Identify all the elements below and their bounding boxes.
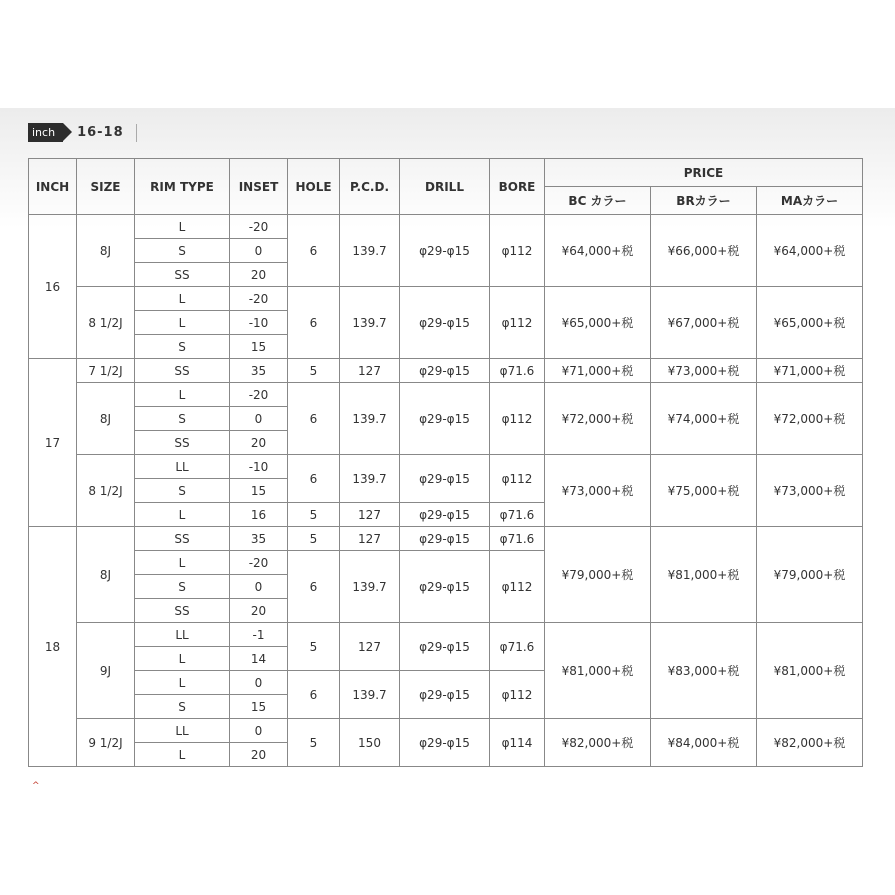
hole-cell: 6 bbox=[288, 215, 340, 287]
price-bc-cell: ¥81,000+税 bbox=[545, 623, 651, 719]
col-price: PRICE bbox=[545, 159, 863, 187]
rim-type-cell: L bbox=[135, 503, 230, 527]
price-br-cell: ¥81,000+税 bbox=[651, 527, 757, 623]
inch-tag: inch bbox=[28, 123, 63, 142]
col-price-bc: BC カラー bbox=[545, 187, 651, 215]
col-size: SIZE bbox=[77, 159, 135, 215]
header-row bbox=[29, 159, 863, 187]
rim-type-cell: L bbox=[135, 311, 230, 335]
table-row bbox=[29, 719, 863, 743]
pcd-cell: 139.7 bbox=[340, 455, 400, 503]
drill-cell: φ29-φ15 bbox=[400, 215, 490, 287]
pcd-cell: 139.7 bbox=[340, 383, 400, 455]
inset-cell: 15 bbox=[230, 335, 288, 359]
drill-cell: φ29-φ15 bbox=[400, 527, 490, 551]
price-ma-cell: ¥79,000+税 bbox=[757, 527, 863, 623]
hole-cell: 5 bbox=[288, 527, 340, 551]
wheel-spec-table bbox=[28, 158, 863, 767]
drill-cell: φ29-φ15 bbox=[400, 455, 490, 503]
inset-cell: 35 bbox=[230, 527, 288, 551]
rim-type-cell: SS bbox=[135, 359, 230, 383]
size-cell: 8 1/2J bbox=[77, 455, 135, 527]
price-ma-cell: ¥81,000+税 bbox=[757, 623, 863, 719]
rim-type-cell: L bbox=[135, 647, 230, 671]
table-row bbox=[29, 527, 863, 551]
rim-type-cell: SS bbox=[135, 527, 230, 551]
inset-cell: 15 bbox=[230, 695, 288, 719]
drill-cell: φ29-φ15 bbox=[400, 359, 490, 383]
rim-type-cell: S bbox=[135, 239, 230, 263]
pcd-cell: 150 bbox=[340, 719, 400, 767]
rim-type-cell: L bbox=[135, 551, 230, 575]
price-br-cell: ¥66,000+税 bbox=[651, 215, 757, 287]
price-bc-cell: ¥82,000+税 bbox=[545, 719, 651, 767]
size-cell: 8J bbox=[77, 383, 135, 455]
col-price-br: BRカラー bbox=[651, 187, 757, 215]
bore-cell: φ71.6 bbox=[490, 359, 545, 383]
table-row bbox=[29, 359, 863, 383]
inset-cell: -20 bbox=[230, 287, 288, 311]
rim-type-cell: S bbox=[135, 335, 230, 359]
price-ma-cell: ¥64,000+税 bbox=[757, 215, 863, 287]
rim-type-cell: L bbox=[135, 383, 230, 407]
price-ma-cell: ¥71,000+税 bbox=[757, 359, 863, 383]
drill-cell: φ29-φ15 bbox=[400, 503, 490, 527]
rim-type-cell: L bbox=[135, 671, 230, 695]
price-br-cell: ¥83,000+税 bbox=[651, 623, 757, 719]
price-bc-cell: ¥79,000+税 bbox=[545, 527, 651, 623]
inset-cell: 20 bbox=[230, 743, 288, 767]
price-br-cell: ¥74,000+税 bbox=[651, 383, 757, 455]
inset-cell: 0 bbox=[230, 671, 288, 695]
size-cell: 8J bbox=[77, 527, 135, 623]
bore-cell: φ71.6 bbox=[490, 623, 545, 671]
price-bc-cell: ¥71,000+税 bbox=[545, 359, 651, 383]
hole-cell: 6 bbox=[288, 287, 340, 359]
bore-cell: φ71.6 bbox=[490, 503, 545, 527]
bore-cell: φ112 bbox=[490, 455, 545, 503]
rim-type-cell: LL bbox=[135, 623, 230, 647]
pcd-cell: 139.7 bbox=[340, 287, 400, 359]
drill-cell: φ29-φ15 bbox=[400, 551, 490, 623]
size-cell: 8J bbox=[77, 215, 135, 287]
hole-cell: 5 bbox=[288, 503, 340, 527]
rim-type-cell: S bbox=[135, 575, 230, 599]
rim-type-cell: LL bbox=[135, 719, 230, 743]
inset-cell: 0 bbox=[230, 239, 288, 263]
price-bc-cell: ¥72,000+税 bbox=[545, 383, 651, 455]
price-br-cell: ¥73,000+税 bbox=[651, 359, 757, 383]
hole-cell: 5 bbox=[288, 359, 340, 383]
col-drill: DRILL bbox=[400, 159, 490, 215]
pcd-cell: 127 bbox=[340, 527, 400, 551]
rim-type-cell: SS bbox=[135, 599, 230, 623]
bore-cell: φ112 bbox=[490, 215, 545, 287]
col-bore: BORE bbox=[490, 159, 545, 215]
pcd-cell: 127 bbox=[340, 503, 400, 527]
col-rim-type: RIM TYPE bbox=[135, 159, 230, 215]
section-header bbox=[28, 123, 137, 142]
inset-cell: -10 bbox=[230, 311, 288, 335]
price-br-cell: ¥84,000+税 bbox=[651, 719, 757, 767]
inset-cell: -20 bbox=[230, 215, 288, 239]
col-inch: INCH bbox=[29, 159, 77, 215]
price-ma-cell: ¥72,000+税 bbox=[757, 383, 863, 455]
back-to-top-icon[interactable]: ^ bbox=[32, 781, 40, 791]
inch-cell: 17 bbox=[29, 359, 77, 527]
bore-cell: φ112 bbox=[490, 551, 545, 623]
size-cell: 7 1/2J bbox=[77, 359, 135, 383]
hole-cell: 5 bbox=[288, 623, 340, 671]
pcd-cell: 127 bbox=[340, 359, 400, 383]
inset-cell: 15 bbox=[230, 479, 288, 503]
bore-cell: φ114 bbox=[490, 719, 545, 767]
inset-cell: -10 bbox=[230, 455, 288, 479]
inset-cell: 0 bbox=[230, 719, 288, 743]
price-ma-cell: ¥82,000+税 bbox=[757, 719, 863, 767]
drill-cell: φ29-φ15 bbox=[400, 287, 490, 359]
pcd-cell: 127 bbox=[340, 623, 400, 671]
bore-cell: φ112 bbox=[490, 383, 545, 455]
rim-type-cell: S bbox=[135, 407, 230, 431]
inch-range: 16-18 bbox=[77, 125, 124, 140]
hole-cell: 5 bbox=[288, 719, 340, 767]
price-bc-cell: ¥65,000+税 bbox=[545, 287, 651, 359]
col-hole: HOLE bbox=[288, 159, 340, 215]
drill-cell: φ29-φ15 bbox=[400, 623, 490, 671]
col-inset: INSET bbox=[230, 159, 288, 215]
rim-type-cell: S bbox=[135, 479, 230, 503]
price-bc-cell: ¥73,000+税 bbox=[545, 455, 651, 527]
rim-type-cell: L bbox=[135, 215, 230, 239]
pcd-cell: 139.7 bbox=[340, 215, 400, 287]
inset-cell: -20 bbox=[230, 383, 288, 407]
col-price-ma: MAカラー bbox=[757, 187, 863, 215]
rim-type-cell: SS bbox=[135, 431, 230, 455]
inch-cell: 18 bbox=[29, 527, 77, 767]
inset-cell: 20 bbox=[230, 263, 288, 287]
drill-cell: φ29-φ15 bbox=[400, 719, 490, 767]
size-cell: 8 1/2J bbox=[77, 287, 135, 359]
hole-cell: 6 bbox=[288, 671, 340, 719]
inset-cell: 20 bbox=[230, 431, 288, 455]
table-row bbox=[29, 383, 863, 407]
price-ma-cell: ¥65,000+税 bbox=[757, 287, 863, 359]
size-cell: 9J bbox=[77, 623, 135, 719]
inset-cell: -1 bbox=[230, 623, 288, 647]
table-row bbox=[29, 287, 863, 311]
inset-cell: 35 bbox=[230, 359, 288, 383]
bore-cell: φ112 bbox=[490, 671, 545, 719]
table-row bbox=[29, 215, 863, 239]
header-divider bbox=[136, 124, 137, 142]
rim-type-cell: L bbox=[135, 287, 230, 311]
inset-cell: 0 bbox=[230, 575, 288, 599]
rim-type-cell: L bbox=[135, 743, 230, 767]
rim-type-cell: SS bbox=[135, 263, 230, 287]
col-pcd: P.C.D. bbox=[340, 159, 400, 215]
pcd-cell: 139.7 bbox=[340, 671, 400, 719]
hole-cell: 6 bbox=[288, 551, 340, 623]
inset-cell: 16 bbox=[230, 503, 288, 527]
size-cell: 9 1/2J bbox=[77, 719, 135, 767]
inset-cell: -20 bbox=[230, 551, 288, 575]
price-br-cell: ¥75,000+税 bbox=[651, 455, 757, 527]
hole-cell: 6 bbox=[288, 383, 340, 455]
rim-type-cell: S bbox=[135, 695, 230, 719]
inset-cell: 14 bbox=[230, 647, 288, 671]
inset-cell: 20 bbox=[230, 599, 288, 623]
inset-cell: 0 bbox=[230, 407, 288, 431]
hole-cell: 6 bbox=[288, 455, 340, 503]
inch-cell: 16 bbox=[29, 215, 77, 359]
drill-cell: φ29-φ15 bbox=[400, 671, 490, 719]
rim-type-cell: LL bbox=[135, 455, 230, 479]
bore-cell: φ71.6 bbox=[490, 527, 545, 551]
drill-cell: φ29-φ15 bbox=[400, 383, 490, 455]
price-br-cell: ¥67,000+税 bbox=[651, 287, 757, 359]
table-row bbox=[29, 455, 863, 479]
pcd-cell: 139.7 bbox=[340, 551, 400, 623]
table-row bbox=[29, 623, 863, 647]
price-bc-cell: ¥64,000+税 bbox=[545, 215, 651, 287]
price-ma-cell: ¥73,000+税 bbox=[757, 455, 863, 527]
bore-cell: φ112 bbox=[490, 287, 545, 359]
